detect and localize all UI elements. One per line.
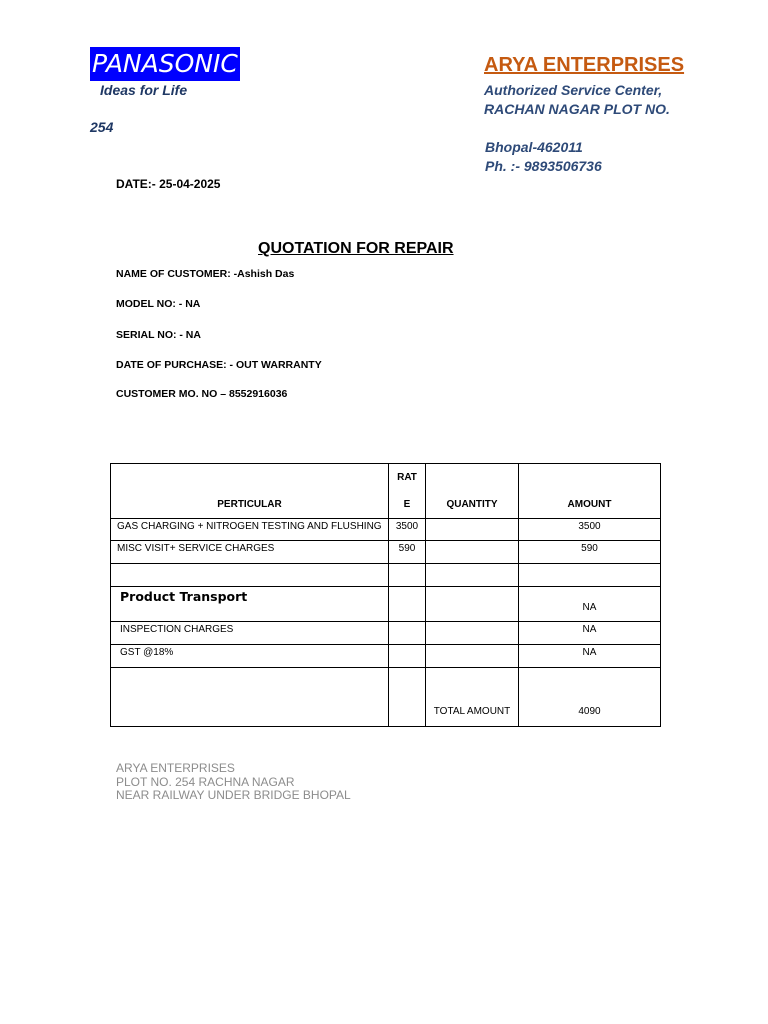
footer-line: NEAR RAILWAY UNDER BRIDGE BHOPAL — [116, 788, 351, 802]
serial-number-field: SERIAL NO: - NA — [116, 329, 201, 341]
plot-number: 254 — [90, 119, 114, 135]
model-number-field: MODEL NO: - NA — [116, 298, 201, 310]
header-rate-bottom: E — [403, 499, 411, 510]
row-particular: GST @18% — [111, 645, 389, 668]
quotation-date: DATE:- 25-04-2025 — [116, 177, 221, 191]
table-row — [111, 519, 661, 541]
row-particular: GAS CHARGING + NITROGEN TESTING AND FLUSHING — [111, 519, 389, 541]
customer-mobile-field: CUSTOMER MO. NO – 8552916036 — [116, 388, 288, 400]
row-particular: Product Transport — [111, 587, 389, 622]
total-label: TOTAL AMOUNT — [426, 668, 519, 727]
row-quantity — [426, 541, 519, 564]
row-quantity — [426, 622, 519, 645]
row-particular: MISC VISIT+ SERVICE CHARGES — [111, 541, 389, 564]
table-row — [111, 587, 661, 622]
total-value: 4090 — [519, 668, 661, 727]
footer-line: ARYA ENTERPRISES — [116, 761, 235, 775]
row-rate — [389, 645, 426, 668]
table-header-row — [111, 464, 661, 519]
company-name: ARYA ENTERPRISES — [484, 54, 685, 76]
total-blank-cell — [111, 668, 389, 727]
row-amount — [519, 564, 661, 587]
table-row — [111, 541, 661, 564]
service-center-line: Authorized Service Center, — [484, 82, 663, 98]
row-amount: NA — [519, 622, 661, 645]
table-row — [111, 564, 661, 587]
header-particular: PERTICULAR — [111, 464, 389, 519]
row-quantity — [426, 519, 519, 541]
row-amount: NA — [519, 587, 661, 622]
city-pincode: Bhopal-462011 — [485, 139, 583, 155]
row-particular: INSPECTION CHARGES — [111, 622, 389, 645]
address-line: RACHAN NAGAR PLOT NO. — [484, 101, 670, 117]
brand-tagline: Ideas for Life — [100, 82, 188, 98]
header-amount: AMOUNT — [519, 464, 661, 519]
purchase-date-field: DATE OF PURCHASE: - OUT WARRANTY — [116, 359, 322, 371]
row-quantity — [426, 587, 519, 622]
footer-line: PLOT NO. 254 RACHNA NAGAR — [116, 774, 295, 789]
header-rate-top: RAT — [397, 472, 417, 483]
total-row — [111, 668, 661, 727]
footer-address — [116, 762, 351, 803]
quotation-table — [110, 463, 661, 727]
row-amount: 590 — [519, 541, 661, 564]
row-quantity — [426, 645, 519, 668]
row-rate — [389, 564, 426, 587]
row-amount: 3500 — [519, 519, 661, 541]
row-rate — [389, 622, 426, 645]
customer-name-field: NAME OF CUSTOMER: -Ashish Das — [116, 268, 295, 280]
row-rate: 3500 — [389, 519, 426, 541]
row-rate — [389, 587, 426, 622]
row-particular — [111, 564, 389, 587]
phone-number: Ph. :- 9893506736 — [485, 158, 602, 174]
header-rate — [389, 464, 426, 519]
page-title: QUOTATION FOR REPAIR — [258, 240, 454, 257]
table-row — [111, 645, 661, 668]
row-amount: NA — [519, 645, 661, 668]
row-quantity — [426, 564, 519, 587]
row-rate: 590 — [389, 541, 426, 564]
header-quantity: QUANTITY — [426, 464, 519, 519]
total-blank-cell — [389, 668, 426, 727]
table-row — [111, 622, 661, 645]
brand-logo: PANASONIC — [90, 47, 240, 81]
